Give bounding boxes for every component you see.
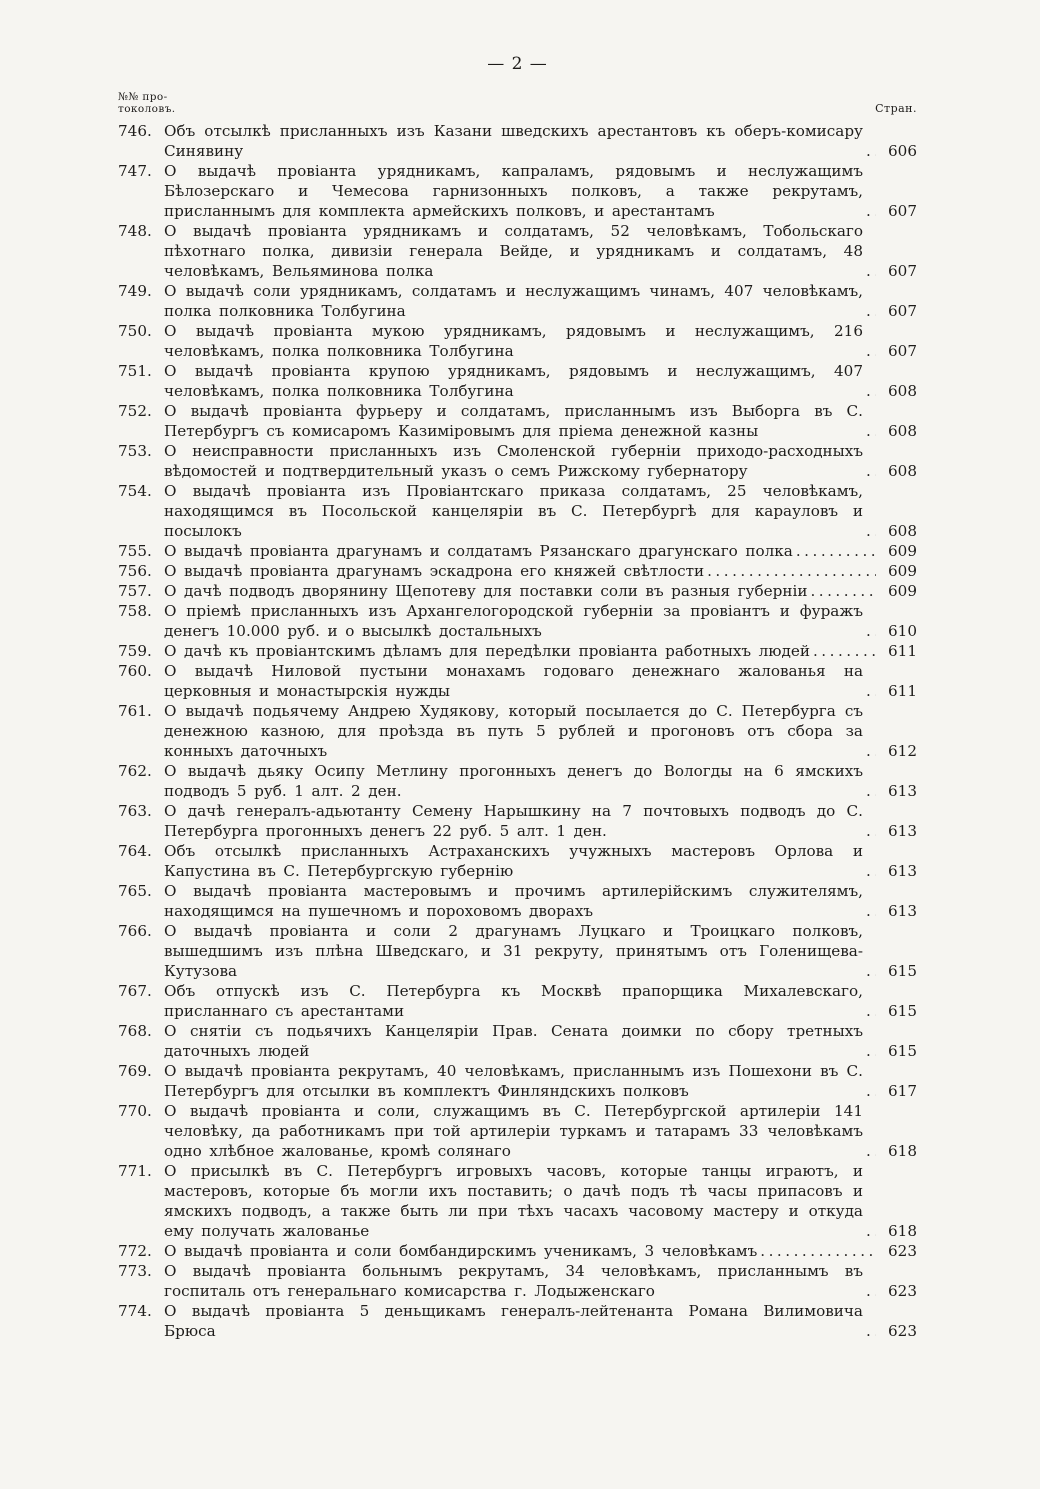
dot-leader bbox=[866, 421, 876, 441]
dot-leader bbox=[866, 681, 876, 701]
dot-leader bbox=[866, 1041, 876, 1061]
page-number: — 2 — bbox=[487, 54, 548, 74]
toc-entry bbox=[118, 881, 917, 921]
dot-leader bbox=[760, 1241, 876, 1261]
entry-text: О выдачѣ соли урядникамъ, солдатамъ и неслужащимъ чинамъ, 407 человѣкамъ, полка полковника Толбугина bbox=[164, 282, 863, 320]
entry-number: 768. bbox=[118, 1022, 152, 1040]
entry-text: О выдачѣ Ниловой пустыни монахамъ годоваго денежнаго жалованья на церковныя и монастырскія нужды bbox=[164, 662, 863, 700]
entry-page-number: 615 bbox=[888, 962, 917, 980]
entry-text: О выдачѣ дьяку Осипу Метлину прогонныхъ денегъ до Вологды на 6 ямскихъ подводъ 5 руб. 1 алт. 2 ден. bbox=[164, 762, 863, 800]
entry-text: О дачѣ генералъ-адьютанту Семену Нарышкину на 7 почтовыхъ подводъ до С. Петербурга прогонныхъ денегъ 22 руб. 5 алт. 1 ден. bbox=[164, 802, 863, 840]
dot-leader bbox=[866, 1001, 876, 1021]
dot-leader bbox=[866, 301, 876, 321]
entry-page-number: 611 bbox=[888, 682, 917, 700]
dot-leader bbox=[866, 1141, 876, 1161]
toc-entry bbox=[118, 601, 917, 641]
entry-page-number: 607 bbox=[888, 262, 917, 280]
entry-text: О снятіи съ подьячихъ Канцеляріи Прав. Сената доимки по сбору третныхъ даточныхъ людей bbox=[164, 1022, 863, 1060]
dot-leader bbox=[866, 961, 876, 981]
toc-list bbox=[118, 121, 917, 1341]
entry-text: О выдачѣ провіанта и соли, служащимъ въ С. Петербургской артилеріи 141 человѣку, да работникамъ при той артилеріи туркамъ и татарамъ 33 человѣкамъ одно хлѣбное жалованье, кромѣ солянаго bbox=[164, 1102, 863, 1160]
toc-entry bbox=[118, 121, 917, 161]
dot-leader bbox=[866, 341, 876, 361]
toc-entry bbox=[118, 921, 917, 981]
entry-number: 754. bbox=[118, 482, 152, 500]
entry-text: О выдачѣ провіанта и соли бомбандирскимъ ученикамъ, 3 человѣкамъ bbox=[164, 1242, 758, 1260]
entry-number: 761. bbox=[118, 702, 152, 720]
entry-text: О выдачѣ провіанта мастеровымъ и прочимъ артилерійскимъ служителямъ, находящимся на пушечномъ и пороховомъ дворахъ bbox=[164, 882, 863, 920]
entry-number: 772. bbox=[118, 1242, 152, 1260]
entry-text: О выдачѣ провіанта урядникамъ и солдатамъ, 52 человѣкамъ, Тобольскаго пѣхотнаго полка, дивизіи генерала Вейде, и урядникамъ и солдатамъ, 48 человѣкамъ, Вельяминова полка bbox=[164, 222, 863, 280]
entry-number: 759. bbox=[118, 642, 152, 660]
entry-number: 753. bbox=[118, 442, 152, 460]
entry-text: О выдачѣ провіанта 5 деньщикамъ генералъ-лейтенанта Романа Вилимовича Брюса bbox=[164, 1302, 863, 1340]
entry-text: О неисправности присланныхъ изъ Смоленской губерніи приходо-расходныхъ вѣдомостей и подтвердительный указъ о семъ Рижскому губернатору bbox=[164, 442, 863, 480]
entry-page-number: 623 bbox=[888, 1322, 917, 1340]
dot-leader bbox=[866, 141, 876, 161]
toc-entry bbox=[118, 281, 917, 321]
entry-text: О выдачѣ провіанта рекрутамъ, 40 человѣкамъ, присланнымъ изъ Пошехони въ С. Петербургъ для отсылки въ комплектъ Финляндскихъ полковъ bbox=[164, 1062, 863, 1100]
entry-number: 748. bbox=[118, 222, 152, 240]
entry-page-number: 613 bbox=[888, 862, 917, 880]
toc-entry bbox=[118, 1301, 917, 1341]
entry-page-number: 609 bbox=[888, 582, 917, 600]
entry-page-number: 613 bbox=[888, 782, 917, 800]
entry-page-number: 607 bbox=[888, 342, 917, 360]
toc-entry bbox=[118, 361, 917, 401]
entry-text: Объ отсылкѣ присланныхъ изъ Казани шведскихъ арестантовъ къ оберъ-комисару Синявину bbox=[164, 122, 863, 160]
toc-entry bbox=[118, 981, 917, 1021]
entry-number: 769. bbox=[118, 1062, 152, 1080]
entry-number: 766. bbox=[118, 922, 152, 940]
entry-number: 774. bbox=[118, 1302, 152, 1320]
entry-number: 757. bbox=[118, 582, 152, 600]
entry-page-number: 608 bbox=[888, 422, 917, 440]
entry-text: О выдачѣ подьячему Андрею Худякову, который посылается до С. Петербурга съ денежною казною, для проѣзда въ путь 5 рублей и прогоновъ отъ сбора за конныхъ даточныхъ bbox=[164, 702, 863, 760]
toc-entry bbox=[118, 321, 917, 361]
entry-page-number: 609 bbox=[888, 562, 917, 580]
entry-number: 773. bbox=[118, 1262, 152, 1280]
protocol-header-line1: №№ про- bbox=[118, 91, 168, 103]
entry-number: 764. bbox=[118, 842, 152, 860]
toc-entry bbox=[118, 1161, 917, 1241]
dot-leader bbox=[810, 581, 876, 601]
dot-leader bbox=[707, 561, 876, 581]
dot-leader bbox=[866, 201, 876, 221]
dot-leader bbox=[866, 741, 876, 761]
dot-leader bbox=[866, 861, 876, 881]
page-column-header: Стран. bbox=[875, 102, 917, 115]
entry-number: 752. bbox=[118, 402, 152, 420]
entry-number: 763. bbox=[118, 802, 152, 820]
entry-page-number: 609 bbox=[888, 542, 917, 560]
toc-entry bbox=[118, 1021, 917, 1061]
dot-leader bbox=[866, 521, 876, 541]
toc-entry bbox=[118, 841, 917, 881]
entry-text: О выдачѣ провіанта больнымъ рекрутамъ, 34 человѣкамъ, присланнымъ въ госпиталь отъ генеральнаго комисарства г. Лодыженскаго bbox=[164, 1262, 863, 1300]
toc-entry bbox=[118, 801, 917, 841]
entry-number: 760. bbox=[118, 662, 152, 680]
toc-entry bbox=[118, 481, 917, 541]
entry-number: 765. bbox=[118, 882, 152, 900]
entry-page-number: 611 bbox=[888, 642, 917, 660]
dot-leader bbox=[866, 1281, 876, 1301]
entry-text: О присылкѣ въ С. Петербургъ игровыхъ часовъ, которые танцы играютъ, и мастеровъ, которые бъ могли ихъ поставить; о дачѣ подъ тѣ часы припасовъ и ямскихъ подводъ, а также быть ли при тѣхъ часахъ часовому мастеру и откуда ему получать жалованье bbox=[164, 1162, 863, 1240]
entry-page-number: 607 bbox=[888, 202, 917, 220]
entry-number: 770. bbox=[118, 1102, 152, 1120]
entry-number: 756. bbox=[118, 562, 152, 580]
dot-leader bbox=[866, 781, 876, 801]
entry-text: Объ отпускѣ изъ С. Петербурга къ Москвѣ прапорщика Михалевскаго, присланнаго съ арестантами bbox=[164, 982, 863, 1020]
entry-number: 758. bbox=[118, 602, 152, 620]
entry-number: 746. bbox=[118, 122, 152, 140]
entry-page-number: 623 bbox=[888, 1282, 917, 1300]
protocol-header-line2: токоловъ. bbox=[118, 102, 176, 115]
entry-number: 767. bbox=[118, 982, 152, 1000]
entry-page-number: 618 bbox=[888, 1142, 917, 1160]
dot-leader bbox=[813, 641, 876, 661]
entry-page-number: 613 bbox=[888, 902, 917, 920]
toc-entry bbox=[118, 401, 917, 441]
toc-entry bbox=[118, 701, 917, 761]
entry-page-number: 606 bbox=[888, 142, 917, 160]
toc-entry bbox=[118, 161, 917, 221]
toc-entry bbox=[118, 221, 917, 281]
entry-page-number: 608 bbox=[888, 382, 917, 400]
entry-page-number: 613 bbox=[888, 822, 917, 840]
toc-entry bbox=[118, 1241, 917, 1261]
entry-number: 751. bbox=[118, 362, 152, 380]
entry-text: О пріемѣ присланныхъ изъ Архангелогородской губерніи за провіантъ и фуражъ денегъ 10.000 руб. и о высылкѣ достальныхъ bbox=[164, 602, 863, 640]
dot-leader bbox=[866, 901, 876, 921]
toc-entry bbox=[118, 1261, 917, 1301]
entry-number: 755. bbox=[118, 542, 152, 560]
entry-page-number: 615 bbox=[888, 1002, 917, 1020]
dot-leader bbox=[866, 621, 876, 641]
entry-page-number: 623 bbox=[888, 1242, 917, 1260]
toc-entry bbox=[118, 641, 917, 661]
entry-page-number: 610 bbox=[888, 622, 917, 640]
entry-page-number: 617 bbox=[888, 1082, 917, 1100]
entry-text: О дачѣ подводъ дворянину Щепотеву для поставки соли въ разныя губерніи bbox=[164, 582, 808, 600]
toc-entry bbox=[118, 1101, 917, 1161]
entry-text: О выдачѣ провіанта изъ Провіантскаго приказа солдатамъ, 25 человѣкамъ, находящимся въ Посольской канцеляріи въ С. Петербургѣ для карауловъ и посылокъ bbox=[164, 482, 863, 540]
toc-entry bbox=[118, 561, 917, 581]
entry-text: О выдачѣ провіанта мукою урядникамъ, рядовымъ и неслужащимъ, 216 человѣкамъ, полка полковника Толбугина bbox=[164, 322, 863, 360]
protocol-number-column-header bbox=[118, 92, 176, 115]
dot-leader bbox=[866, 381, 876, 401]
entry-page-number: 608 bbox=[888, 522, 917, 540]
entry-text: Объ отсылкѣ присланныхъ Астраханскихъ учужныхъ мастеровъ Орлова и Капустина въ С. Петербургскую губернію bbox=[164, 842, 863, 880]
entry-page-number: 608 bbox=[888, 462, 917, 480]
dot-leader bbox=[866, 1321, 876, 1341]
dot-leader bbox=[796, 541, 876, 561]
entry-page-number: 618 bbox=[888, 1222, 917, 1240]
entry-text: О выдачѣ провіанта крупою урядникамъ, рядовымъ и неслужащимъ, 407 человѣкамъ, полка полковника Толбугина bbox=[164, 362, 863, 400]
entry-number: 747. bbox=[118, 162, 152, 180]
toc-entry bbox=[118, 761, 917, 801]
dot-leader bbox=[866, 1221, 876, 1241]
entry-text: О выдачѣ провіанта драгунамъ эскадрона его княжей свѣтлости bbox=[164, 562, 705, 580]
entry-number: 750. bbox=[118, 322, 152, 340]
dot-leader bbox=[866, 1081, 876, 1101]
entry-page-number: 607 bbox=[888, 302, 917, 320]
entry-text: О выдачѣ провіанта драгунамъ и солдатамъ Рязанскаго драгунскаго полка bbox=[164, 542, 793, 560]
entry-text: О выдачѣ провіанта урядникамъ, капраламъ, рядовымъ и неслужащимъ Бѣлозерскаго и Чемесова гарнизонныхъ полковъ, а также рекрутамъ, присланнымъ для комплекта армейскихъ полковъ, и арестантамъ bbox=[164, 162, 863, 220]
toc-entry bbox=[118, 541, 917, 561]
toc-entry bbox=[118, 441, 917, 481]
dot-leader bbox=[866, 261, 876, 281]
entry-number: 762. bbox=[118, 762, 152, 780]
entry-page-number: 615 bbox=[888, 1042, 917, 1060]
entry-page-number: 612 bbox=[888, 742, 917, 760]
entry-number: 771. bbox=[118, 1162, 152, 1180]
toc-entry bbox=[118, 661, 917, 701]
column-headers bbox=[118, 92, 917, 115]
toc-entry bbox=[118, 581, 917, 601]
entry-text: О выдачѣ провіанта фурьеру и солдатамъ, присланнымъ изъ Выборга въ С. Петербургъ съ комисаромъ Казиміровымъ для пріема денежной казны bbox=[164, 402, 863, 440]
toc-entry bbox=[118, 1061, 917, 1101]
entry-text: О дачѣ къ провіантскимъ дѣламъ для передѣлки провіанта работныхъ людей bbox=[164, 642, 810, 660]
dot-leader bbox=[866, 461, 876, 481]
entry-number: 749. bbox=[118, 282, 152, 300]
entry-text: О выдачѣ провіанта и соли 2 драгунамъ Луцкаго и Троицкаго полковъ, вышедшимъ изъ плѣна Шведскаго, и 31 рекруту, принятымъ отъ Голенищева-Кутузова bbox=[164, 922, 863, 980]
dot-leader bbox=[866, 821, 876, 841]
